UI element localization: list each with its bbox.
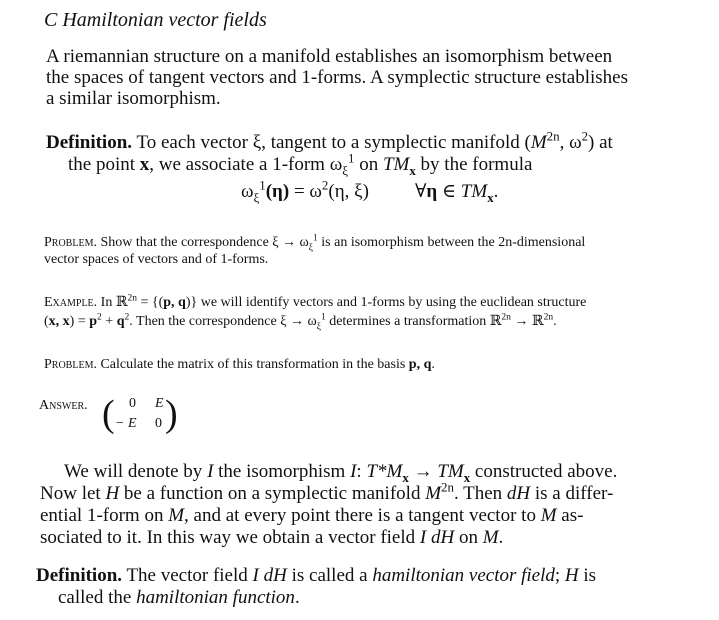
example-line-1: Example. In ℝ$^{2n}$ = {(p, q)} we will identify vectors and 1-forms by using the euclidean structure: [44, 293, 587, 310]
left-paren-glyph: (: [102, 393, 115, 435]
problem-2-label: Problem.: [44, 357, 97, 372]
body-line-3: ential 1-form on M, and at every point there is a tangent vector to M as-: [40, 505, 584, 526]
body-line-2: Now let H be a function on a symplectic manifold $M^{2n}$. Then dH is a differ-: [40, 479, 614, 504]
intro-line-3: a similar isomorphism.: [46, 88, 221, 109]
body-line-4: sociated to it. In this way we obtain a vector field I dH on M.: [40, 527, 504, 548]
problem-1-label: Problem.: [44, 235, 97, 250]
matrix-cell-2-2: 0: [155, 416, 162, 431]
example-label: Example.: [44, 295, 98, 310]
intro-line-2: the spaces of tangent vectors and 1-forms. A symplectic structure establishes: [46, 67, 628, 88]
matrix-cell-1-2: E: [155, 396, 164, 411]
definition-1-line-1: Definition. To each vector ξ, tangent to a symplectic manifold ($M^{2n}$, $\omega^2$) at: [46, 128, 613, 153]
intro-line-1: A riemannian structure on a manifold establishes an isomorphism between: [46, 46, 613, 67]
definition-1-label: Definition.: [46, 132, 133, 153]
body-line-1: We will denote by I the isomorphism I: $T*M_x \to TM_x$ constructed above.: [64, 461, 618, 485]
answer-label: Answer.: [39, 398, 88, 413]
definition-2-line-1: Definition. The vector field I dH is called a hamiltonian vector field; H is: [36, 565, 597, 586]
example-line-2: (x, $x) = p^2 + q^2$. Then the correspondence $\xi \to \omega_\xi^1$ determines a transformation ℝ$^{2n}$ → ℝ$^{2n}$.: [44, 312, 557, 332]
matrix-cell-1-1: 0: [129, 396, 136, 411]
section-title-text: C Hamiltonian vector fields: [44, 9, 267, 31]
definition-2-line-2: called the hamiltonian function.: [58, 587, 300, 608]
definition-1-formula: $\omega_\xi^1(\eta) = \omega^2(\eta$, ξ) ∀η ∈ $TM_x$.: [241, 177, 499, 205]
right-paren-glyph: ): [165, 393, 178, 435]
matrix-cell-2-1: − E: [115, 416, 137, 431]
definition-2-label: Definition.: [36, 565, 123, 586]
section-title: [44, 9, 267, 32]
problem-1-line-2: vector spaces of vectors and of 1-forms.: [44, 252, 269, 267]
problem-2-line: Problem. Calculate the matrix of this transformation in the basis p, q.: [44, 357, 435, 372]
definition-1-line-2: the point x, we associate a 1-form $\omega_\xi^1$ on $TM_x$ by the formula: [68, 150, 533, 178]
problem-1-line-1: Problem. Show that the correspondence $\xi \to \omega_\xi^1$ is an isomorphism between the 2n-dimensional: [44, 233, 586, 253]
answer-matrix: [102, 394, 176, 438]
